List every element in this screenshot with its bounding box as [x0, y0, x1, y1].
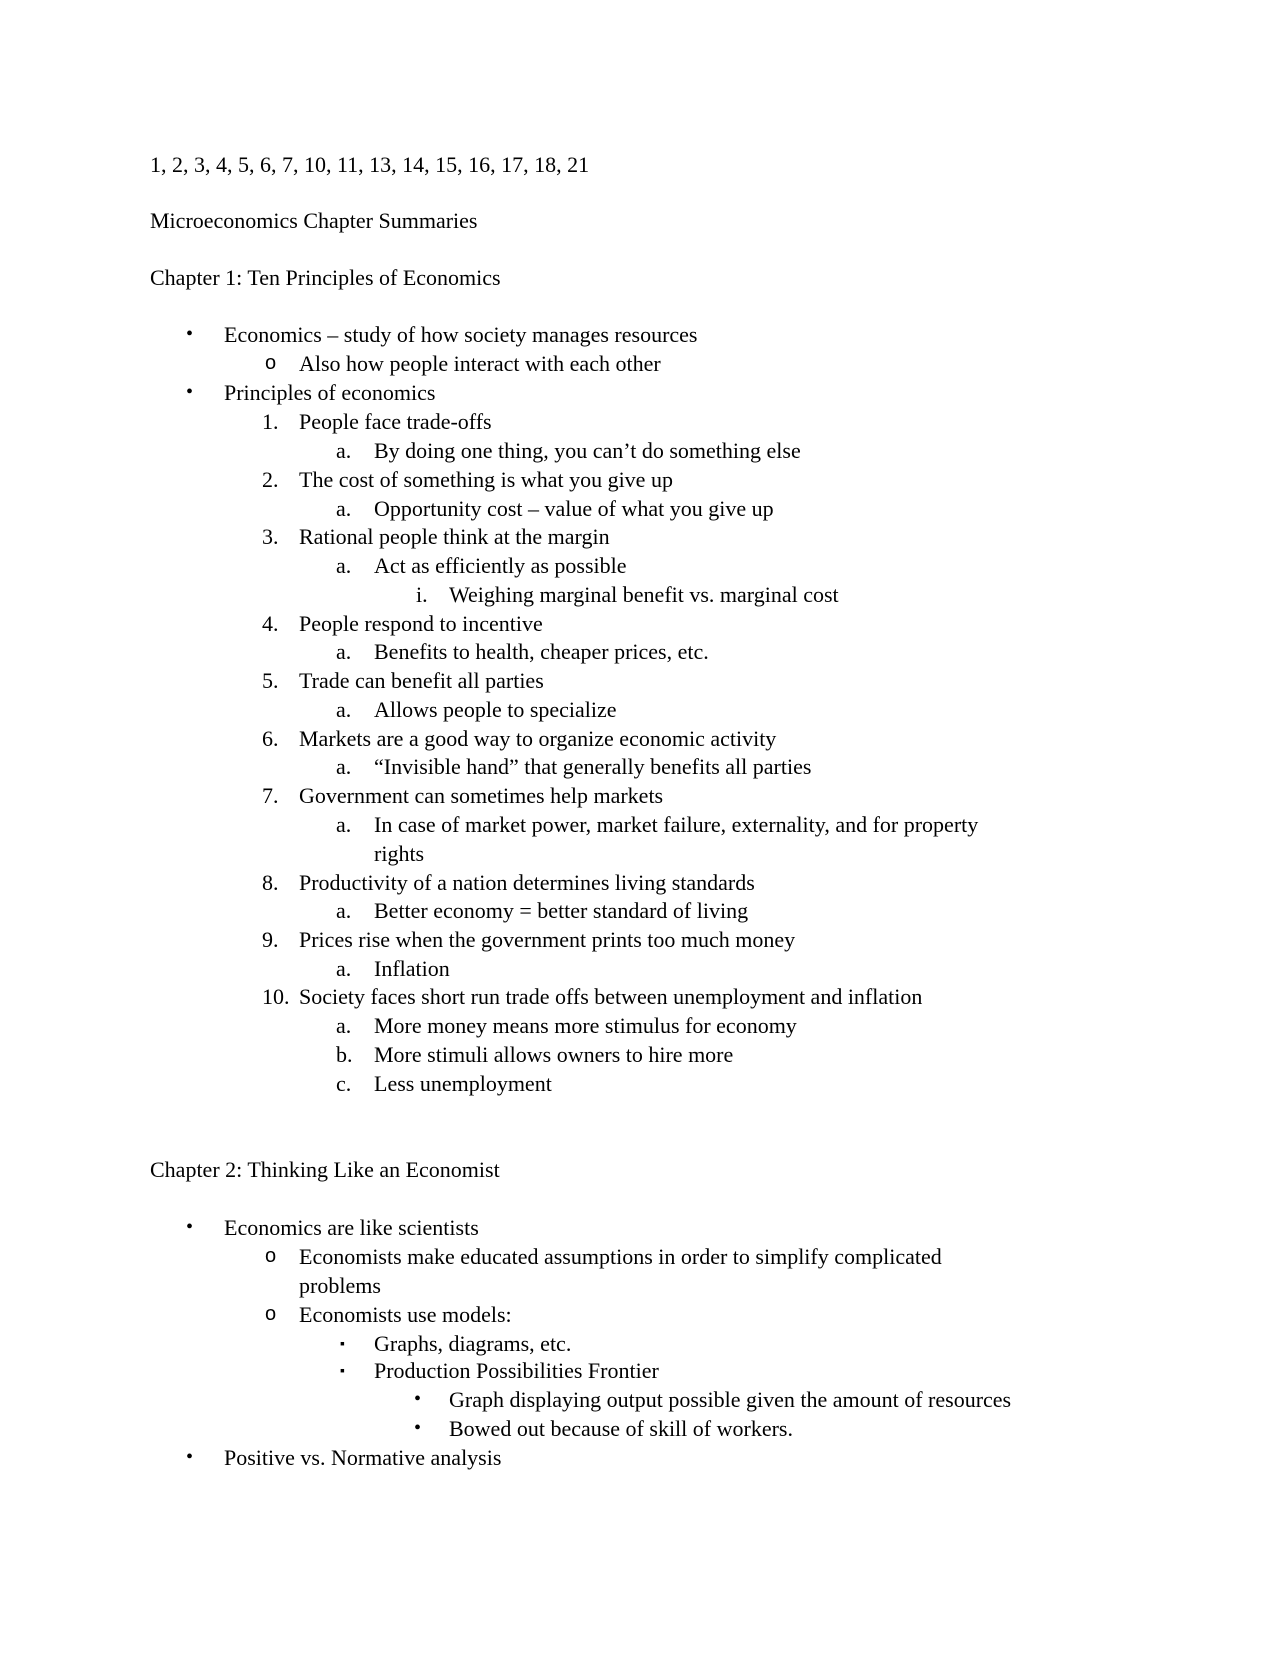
list-letter: a.	[336, 639, 352, 664]
sub-item: Act as efficiently as possible	[374, 553, 627, 578]
bullet-circle-icon: o	[265, 352, 277, 374]
list-letter: a.	[336, 1013, 352, 1038]
list-item: Economics – study of how society manages resources	[224, 322, 698, 347]
sub-item: By doing one thing, you can’t do something else	[374, 438, 801, 463]
list-number: 6.	[262, 726, 279, 751]
list-item: Production Possibilities Frontier	[374, 1358, 659, 1383]
list-letter: a.	[336, 553, 352, 578]
bullet-circle-icon: o	[265, 1245, 277, 1267]
sub-item: More money means more stimulus for economy	[374, 1013, 797, 1038]
list-letter: a.	[336, 496, 352, 521]
principle-item: Society faces short run trade offs between unemployment and inflation	[299, 984, 923, 1009]
sub-item: Benefits to health, cheaper prices, etc.	[374, 639, 709, 664]
list-number: 10.	[262, 984, 290, 1009]
sub-item: More stimuli allows owners to hire more	[374, 1042, 734, 1067]
list-item: Bowed out because of skill of workers.	[449, 1416, 793, 1441]
list-number: 4.	[262, 611, 279, 636]
principle-item: The cost of something is what you give up	[299, 467, 673, 492]
list-number: 1.	[262, 409, 279, 434]
chapter-2-heading: Chapter 2: Thinking Like an Economist	[150, 1157, 500, 1182]
bullet-square-icon: ▪	[340, 1337, 345, 1352]
list-item: Economists make educated assumptions in order to simplify complicated	[299, 1244, 942, 1269]
principle-item: Trade can benefit all parties	[299, 668, 544, 693]
list-letter: b.	[336, 1042, 353, 1067]
list-number: 2.	[262, 467, 279, 492]
principle-item: Rational people think at the margin	[299, 524, 610, 549]
list-item: Also how people interact with each other	[299, 351, 661, 376]
list-letter: a.	[336, 812, 352, 837]
list-letter: a.	[336, 956, 352, 981]
list-letter: a.	[336, 898, 352, 923]
bullet-circle-icon: o	[265, 1303, 277, 1325]
list-item: Graph displaying output possible given the amount of resources	[449, 1387, 1012, 1412]
bullet-square-icon: ▪	[340, 1364, 345, 1379]
chapter-1-heading: Chapter 1: Ten Principles of Economics	[150, 265, 501, 290]
sub-item: In case of market power, market failure, externality, and for property	[374, 812, 979, 837]
list-number: 9.	[262, 927, 279, 952]
list-item: Principles of economics	[224, 380, 436, 405]
bullet-dot-icon: •	[186, 1216, 194, 1238]
sub-item: “Invisible hand” that generally benefits all parties	[374, 754, 812, 779]
list-letter: a.	[336, 438, 352, 463]
principle-item: Prices rise when the government prints too much money	[299, 927, 796, 952]
problem-numbers: 1, 2, 3, 4, 5, 6, 7, 10, 11, 13, 14, 15, 16, 17, 18, 21	[150, 152, 590, 177]
bullet-dot-icon: •	[414, 1417, 422, 1439]
list-item: Positive vs. Normative analysis	[224, 1445, 502, 1470]
document-title: Microeconomics Chapter Summaries	[150, 208, 478, 233]
list-item-continuation: problems	[299, 1273, 381, 1298]
sub-item: Opportunity cost – value of what you give up	[374, 496, 774, 521]
list-number: 7.	[262, 783, 279, 808]
list-roman: i.	[416, 582, 428, 607]
principle-item: Productivity of a nation determines living standards	[299, 870, 755, 895]
principle-item: Government can sometimes help markets	[299, 783, 664, 808]
bullet-dot-icon: •	[186, 1446, 194, 1468]
principle-item: Markets are a good way to organize economic activity	[299, 726, 777, 751]
list-item: Economics are like scientists	[224, 1215, 479, 1240]
sub-item: Inflation	[374, 956, 450, 981]
list-item: Economists use models:	[299, 1302, 512, 1327]
sub-item-continuation: rights	[374, 841, 425, 866]
bullet-dot-icon: •	[186, 323, 194, 345]
list-letter: a.	[336, 754, 352, 779]
principle-item: People face trade-offs	[299, 409, 492, 434]
sub-item: Allows people to specialize	[374, 697, 617, 722]
list-letter: a.	[336, 697, 352, 722]
list-number: 5.	[262, 668, 279, 693]
list-item: Graphs, diagrams, etc.	[374, 1331, 572, 1356]
principle-item: People respond to incentive	[299, 611, 543, 636]
sub-item: Less unemployment	[374, 1071, 552, 1096]
bullet-dot-icon: •	[414, 1388, 422, 1410]
bullet-dot-icon: •	[186, 381, 194, 403]
list-number: 8.	[262, 870, 279, 895]
list-number: 3.	[262, 524, 279, 549]
sub-sub-item: Weighing marginal benefit vs. marginal cost	[449, 582, 839, 607]
list-letter: c.	[336, 1071, 352, 1096]
sub-item: Better economy = better standard of living	[374, 898, 749, 923]
